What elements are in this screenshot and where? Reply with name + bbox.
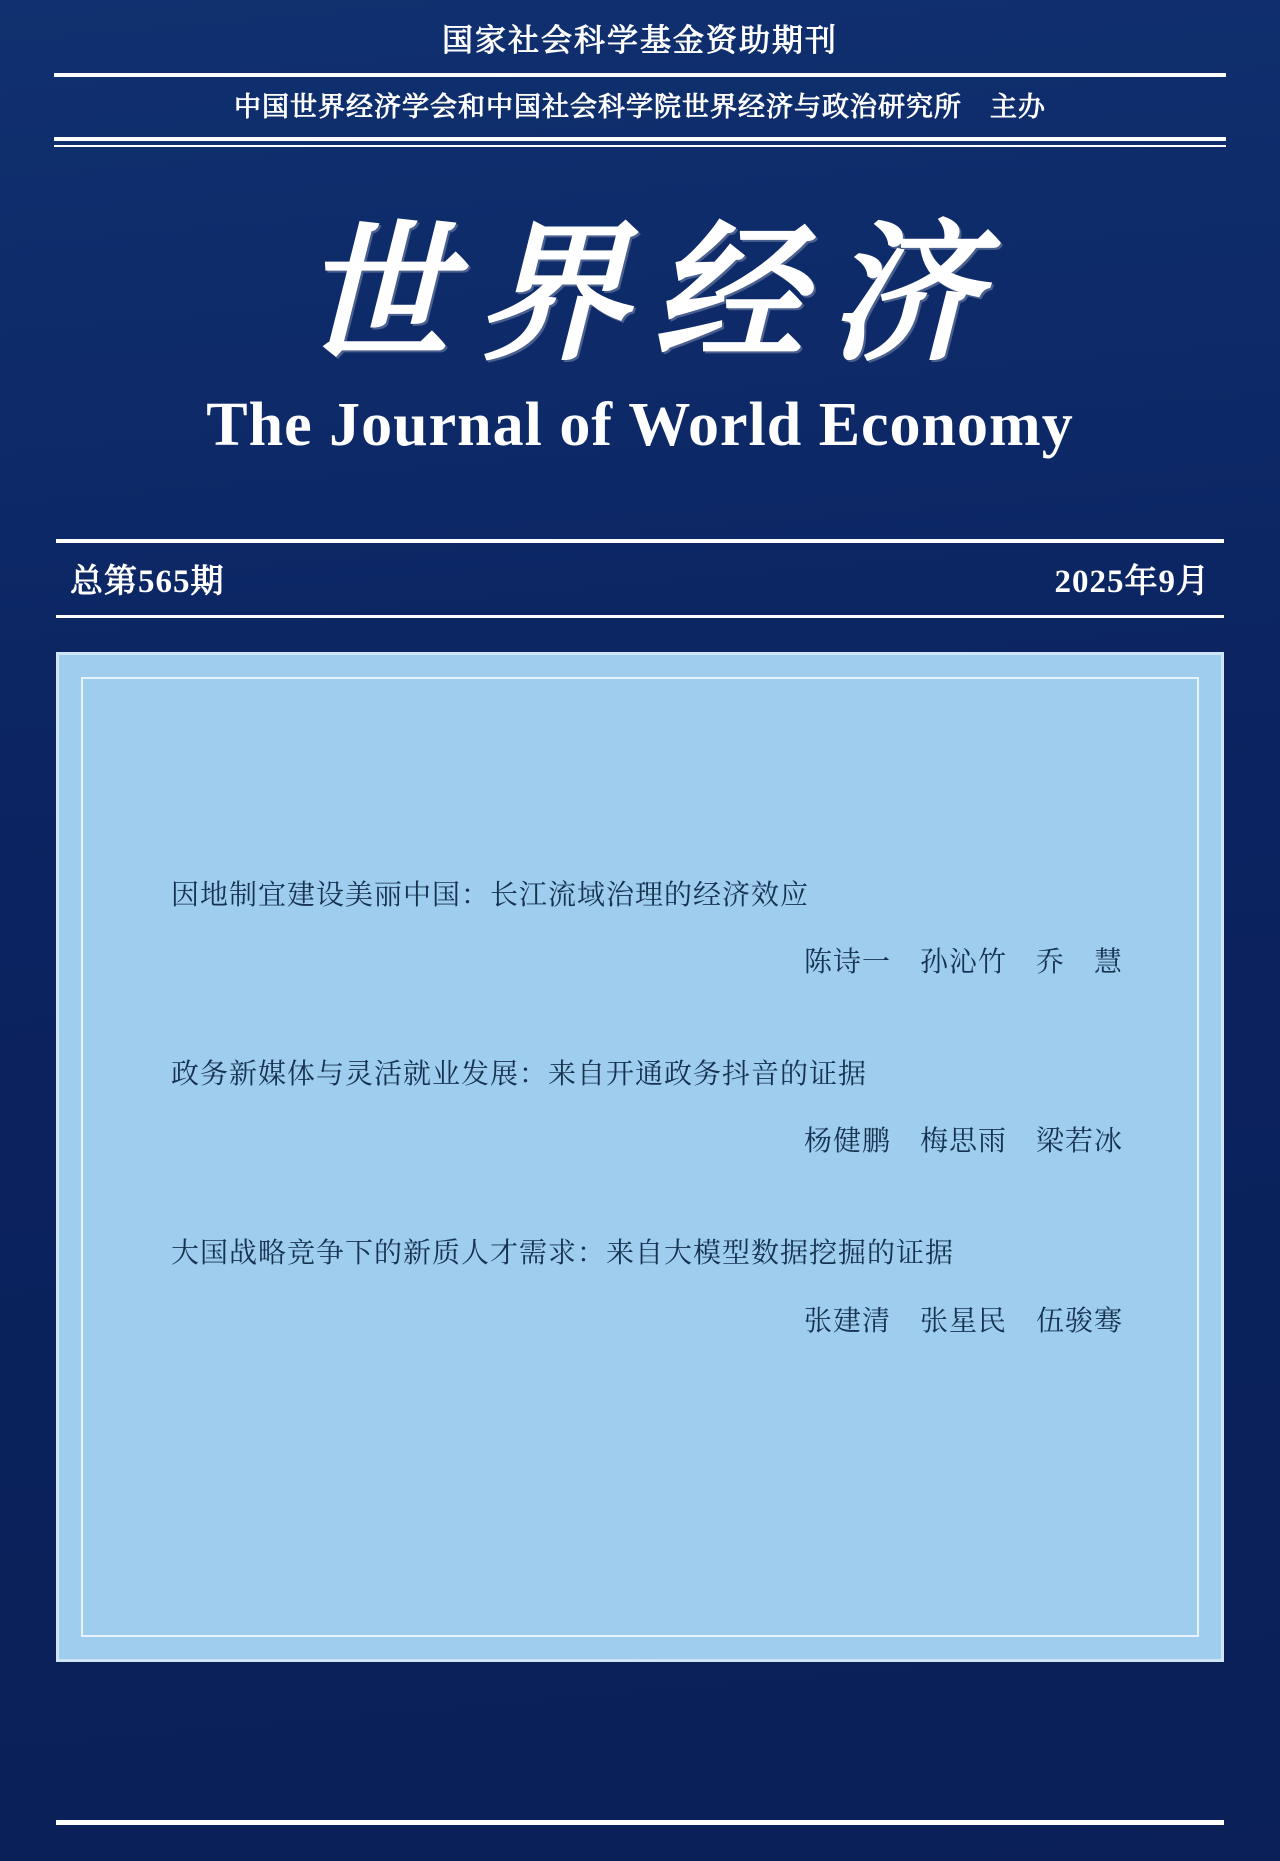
masthead <box>48 0 1232 147</box>
title-block <box>48 201 1232 462</box>
article-title: 大国战略竞争下的新质人才需求：来自大模型数据挖掘的证据 <box>171 1236 955 1270</box>
issue-rule-bottom <box>56 615 1224 618</box>
contents-inner-frame <box>81 677 1199 1637</box>
article-authors: 张建清 张星民 伍骏骞 <box>803 1303 1123 1337</box>
contents-panel <box>56 652 1224 1662</box>
masthead-rule-bottom <box>54 137 1226 147</box>
article-title: 政务新媒体与灵活就业发展：来自开通政务抖音的证据 <box>171 1057 868 1091</box>
issue-number: 总第565期 <box>70 564 225 601</box>
article-authors: 杨健鹏 梅思雨 梁若冰 <box>803 1124 1123 1158</box>
article-authors: 陈诗一 孙沁竹 乔 慧 <box>803 945 1123 979</box>
issue-date: 2025年9月 <box>1054 564 1210 601</box>
list-item[interactable] <box>135 1233 1145 1338</box>
organizer-line: 中国世界经济学会和中国社会科学院世界经济与政治研究所 主办 <box>234 92 1046 123</box>
bottom-rule <box>56 1820 1224 1825</box>
journal-title-chinese: 世界经济 <box>300 205 1005 382</box>
list-item[interactable] <box>135 1054 1145 1159</box>
sponsor-line: 国家社会科学基金资助期刊 <box>442 23 838 58</box>
journal-title-english: The Journal of World Economy <box>206 391 1074 460</box>
article-title: 因地制宜建设美丽中国：长江流域治理的经济效应 <box>171 878 810 912</box>
issue-bar <box>48 539 1232 618</box>
list-item[interactable] <box>135 875 1145 980</box>
